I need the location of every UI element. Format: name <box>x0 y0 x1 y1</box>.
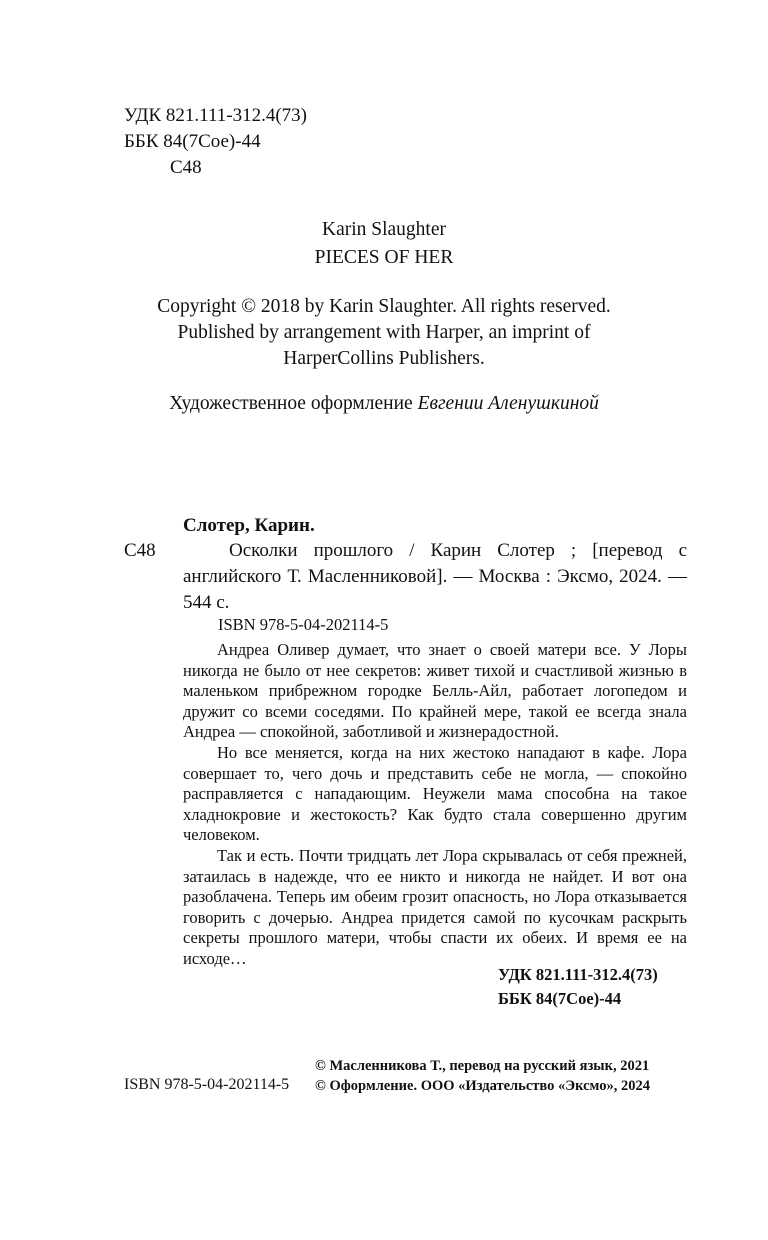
bbk-code: ББК 84(7Сое)-44 <box>124 131 261 152</box>
annotation <box>183 640 687 970</box>
card-udk-code: УДК 821.111-312.4(73) <box>498 965 658 984</box>
translation-copyright: © Масленникова Т., перевод на русский язык, 2021 <box>315 1058 650 1074</box>
card-bbk-code: ББК 84(7Сое)-44 <box>498 989 622 1008</box>
copyright-line-1: Copyright © 2018 by Karin Slaughter. All rights reserved. <box>157 296 611 317</box>
author-mark: С48 <box>170 157 202 178</box>
catalog-description <box>183 538 687 616</box>
original-author: Karin Slaughter <box>321 219 446 240</box>
annotation-paragraph-2: Но все меняется, когда на них жестоко нападают в кафе. Лора совершает то, чего дочь и представить себе не могла, — спокойно расправляется с нападающим. Неужели мама способна на такое хладнокровие и жестокость? Как будто стала совершенно другим человеком. <box>183 742 687 845</box>
copyright-line-3: HarperCollins Publishers. <box>283 348 485 369</box>
design-credit-artist: Евгении Аленушкиной <box>417 393 599 414</box>
catalog-description-text: Осколки прошлого / Карин Слотер ; [перевод с английского Т. Масленниковой]. — Москва : Эксмо, 2024. — 544 с. <box>183 540 687 613</box>
annotation-paragraph-1: Андреа Оливер думает, что знает о своей матери все. У Лоры никогда не было от нее секретов: живет тихой и счастливой жизнью в маленьком прибрежном городке Белль-Айл, работает логопедом и дружит со всеми соседями. По крайней мере, такой ее всегда знала Андреа — спокойной, заботливой и жизнерадостной. <box>183 640 687 742</box>
copyright-line-2: Published by arrangement with Harper, an imprint of <box>177 322 591 343</box>
footer-isbn: ISBN 978-5-04-202114-5 <box>124 1076 290 1093</box>
catalog-author-heading: Слотер, Карин. <box>183 515 315 536</box>
annotation-paragraph-3: Так и есть. Почти тридцать лет Лора скрывалась от себя прежней, затаилась в надежде, что ее никто и никогда не найдет. И вот она разоблачена. Теперь им обеим грозит опасность, но Лора отказывается говорить с дочерью. Андреа придется самой по кусочкам раскрыть секреты прошлого матери, чтобы спасти их обеих. И время ее на исходе… <box>183 845 687 968</box>
udk-code: УДК 821.111-312.4(73) <box>124 105 307 126</box>
catalog-isbn: ISBN 978-5-04-202114-5 <box>218 615 389 634</box>
design-copyright: © Оформление. ООО «Издательство «Эксмо», 2024 <box>315 1078 650 1094</box>
design-credit <box>0 391 768 417</box>
original-title: PIECES OF HER <box>314 247 454 268</box>
catalog-author-code: С48 <box>124 540 156 561</box>
design-credit-prefix: Художественное оформление <box>169 393 413 414</box>
